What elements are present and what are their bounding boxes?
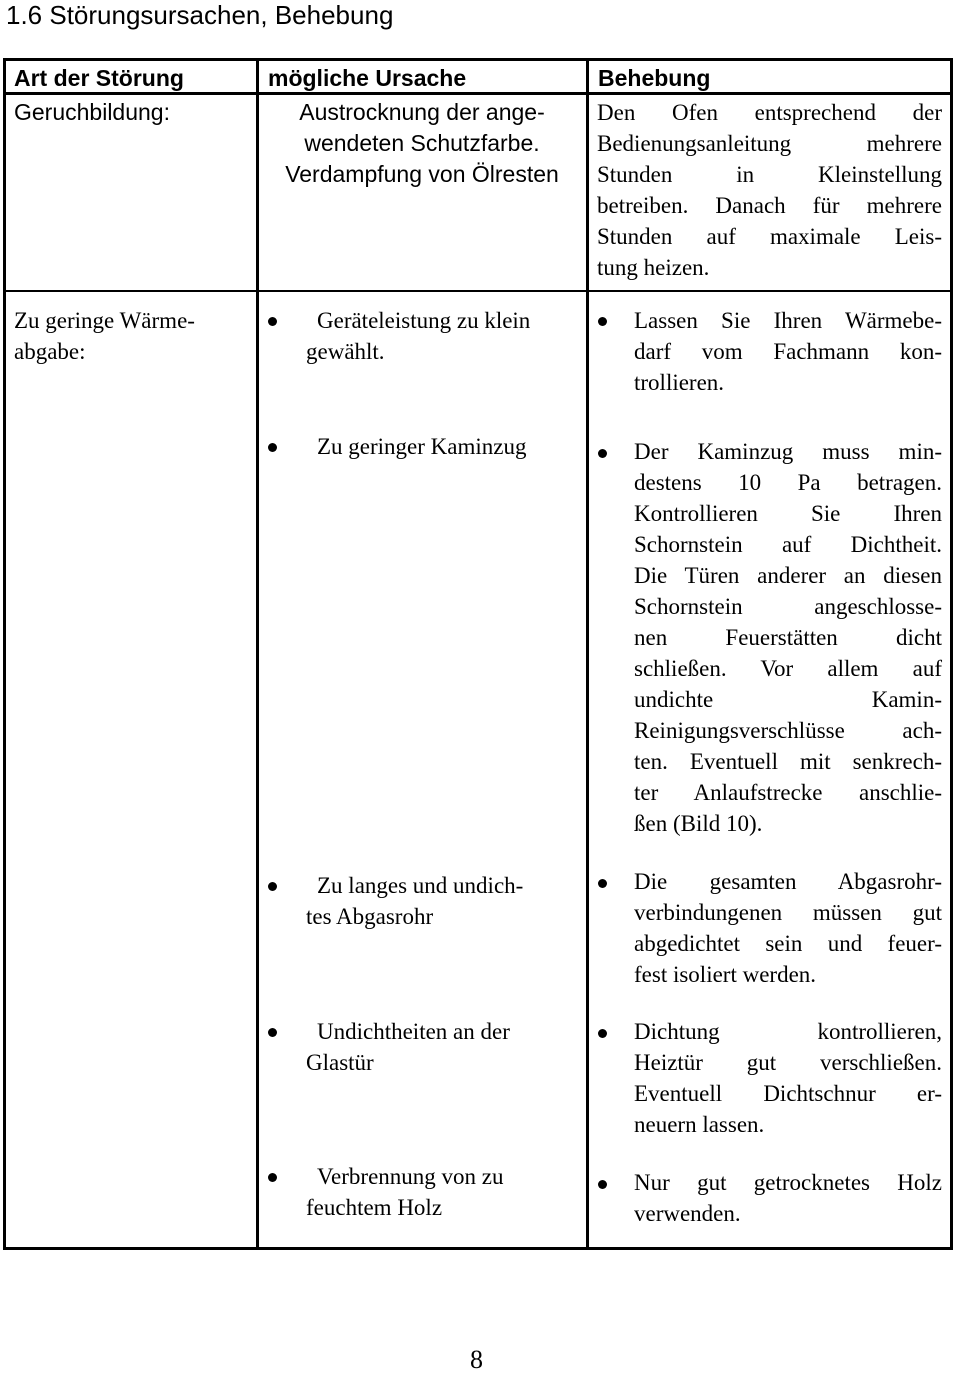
bullet-icon: [268, 1173, 277, 1182]
text-line: Bedienungsanleitung mehrere: [597, 131, 942, 156]
text-line: ten. Eventuell mit senkrech-: [634, 749, 942, 774]
text-line: Eventuell Dichtschnur er-: [634, 1081, 942, 1106]
text-line: Austrocknung der ange-: [299, 99, 545, 125]
text-line: Die gesamten Abgasrohr-: [634, 869, 942, 894]
bullet-icon: [598, 1029, 607, 1038]
text-line: tes Abgasrohr: [306, 904, 434, 929]
text-line: ter Anlaufstrecke anschlie-: [634, 780, 942, 805]
text-line: Zu geringe Wärme-: [14, 308, 195, 333]
bullet-icon: [598, 449, 607, 458]
text-line: abgedichtet sein und feuer-: [634, 931, 942, 956]
text-line: undichte Kamin-: [634, 687, 942, 712]
cause-abgasrohr: [306, 870, 576, 932]
text-line: Verdampfung von Ölresten: [285, 161, 559, 187]
text-line: wendeten Schutzfarbe.: [304, 130, 540, 156]
remedy-holz: [634, 1167, 942, 1229]
text-line: betreiben. Danach für mehrere: [597, 193, 942, 218]
cause-feuchtes-holz: [306, 1161, 576, 1223]
text-line: verwenden.: [634, 1201, 741, 1226]
text-line: ßen (Bild 10).: [634, 811, 763, 836]
bullet-icon: [268, 882, 277, 891]
text-line: Reinigungsverschlüsse ach-: [634, 718, 942, 743]
header-moegliche-ursache: mögliche Ursache: [268, 65, 467, 91]
cause-glastuer: [306, 1016, 576, 1078]
column-divider-1: [256, 58, 259, 1250]
text-line: Dichtung kontrollieren,: [634, 1019, 942, 1044]
text-line: Den Ofen entsprechend der: [597, 100, 942, 125]
row1-art: Geruchbildung:: [14, 99, 170, 125]
text-line: Stunden auf maximale Leis-: [597, 224, 942, 249]
cause-geraeteleistung: [306, 305, 576, 367]
text-line: Der Kaminzug muss min-: [634, 439, 942, 464]
remedy-abgasrohr: [634, 866, 942, 990]
text-line: feuchtem Holz: [306, 1195, 443, 1220]
text-line: nen Feuerstätten dicht: [634, 625, 942, 650]
text-line: Die Türen anderer an diesen: [634, 563, 942, 588]
text-line: tung heizen.: [597, 255, 710, 280]
header-behebung: Behebung: [598, 65, 711, 91]
bullet-icon: [598, 879, 607, 888]
text-line: Stunden in Kleinstellung: [597, 162, 942, 187]
text-line: Heiztür gut verschließen.: [634, 1050, 942, 1075]
bullet-icon: [268, 443, 277, 452]
text-line: Undichtheiten an der: [317, 1019, 510, 1044]
text-line: destens 10 Pa betragen.: [634, 470, 942, 495]
text-line: Zu langes und undich-: [317, 873, 524, 898]
row2-art: [14, 305, 195, 367]
bullet-icon: [598, 317, 607, 326]
remedy-waermebedarf: [634, 305, 942, 398]
text-line: verbindungenen müssen gut: [634, 900, 942, 925]
row1-behebung: [597, 97, 942, 283]
text-line: trollieren.: [634, 370, 725, 395]
text-line: abgabe:: [14, 339, 86, 364]
bullet-icon: [598, 1180, 607, 1189]
cause-kaminzug: [306, 431, 576, 462]
text-line: Zu geringer Kaminzug: [317, 434, 527, 459]
row-divider: [3, 290, 953, 292]
header-art-der-stoerung: Art der Störung: [14, 65, 184, 91]
text-line: Nur gut getrocknetes Holz: [634, 1170, 942, 1195]
text-line: Lassen Sie Ihren Wärmebe-: [634, 308, 942, 333]
remedy-dichtung: [634, 1016, 942, 1140]
text-line: gewählt.: [306, 339, 385, 364]
text-line: Glastür: [306, 1050, 374, 1075]
text-line: schließen. Vor allem auf: [634, 656, 942, 681]
text-line: fest isoliert werden.: [634, 962, 817, 987]
text-line: Kontrollieren Sie Ihren: [634, 501, 942, 526]
text-line: Verbrennung von zu: [317, 1164, 504, 1189]
text-line: Schornstein auf Dichtheit.: [634, 532, 942, 557]
text-line: neuern lassen.: [634, 1112, 765, 1137]
page-number: 8: [470, 1345, 483, 1374]
text-line: Schornstein angeschlosse-: [634, 594, 942, 619]
text-line: Geräteleistung zu klein: [317, 308, 531, 333]
bullet-icon: [268, 317, 277, 326]
column-divider-2: [586, 58, 589, 1250]
remedy-kaminzug: [634, 436, 942, 839]
text-line: darf vom Fachmann kon-: [634, 339, 942, 364]
section-title: 1.6 Störungsursachen, Behebung: [6, 0, 394, 30]
row1-ursache: [268, 97, 576, 190]
bullet-icon: [268, 1028, 277, 1037]
